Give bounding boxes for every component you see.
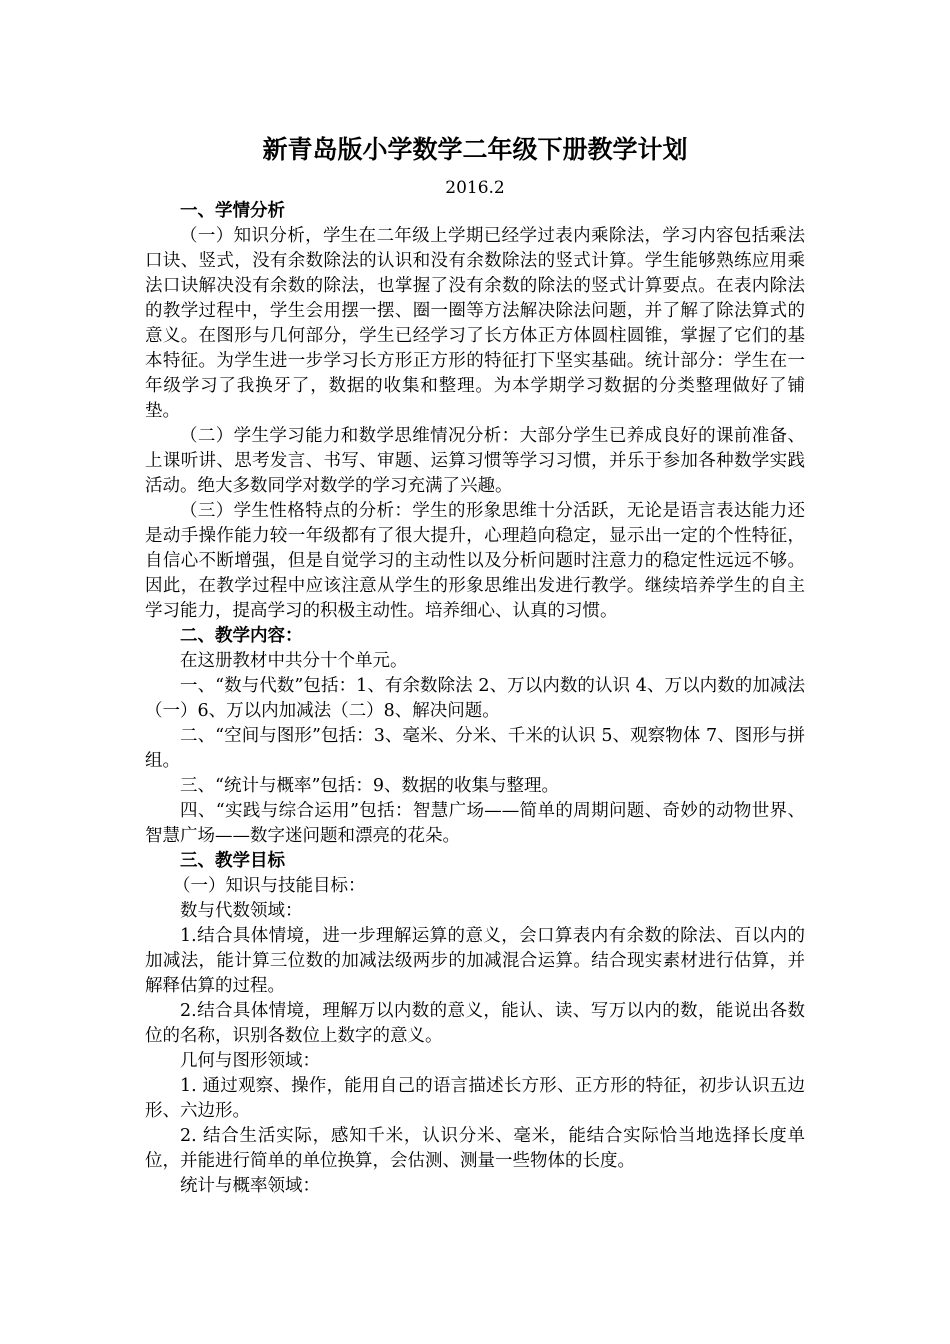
document-title: 新青岛版小学数学二年级下册教学计划 [262, 135, 688, 164]
document-body [145, 199, 805, 1199]
area-label-statistics: 统计与概率领域： [180, 1176, 320, 1196]
paragraph-knowledge-analysis: （一）知识分析，学生在二年级上学期已经学过表内乘除法，学习内容包括乘法口诀、竖式，没有余数除法的认识和没有余数除法的竖式计算。学生能够熟练应用乘法口诀解决没有余数的除法，也掌握了没有余数的除法的竖式计算要点。在表内除法的教学过程中，学生会用摆一摆、圈一圈等方法解决除法问题，并了解了除法算式的意义。在图形与几何部分，学生已经学习了长方体正方体圆柱圆锥，掌握了它们的基本特征。为学生进一步学习长方形正方形的特征打下坚实基础。统计部分：学生在一年级学习了我换牙了，数据的收集和整理。为本学期学习数据的分类整理做好了铺垫。 [145, 226, 805, 421]
paragraph-space-shapes: 二、“空间与图形”包括：3、毫米、分米、千米的认识 5、观察物体 7、图形与拼组。 [145, 726, 805, 771]
area-label-geometry: 几何与图形领域： [180, 1051, 320, 1071]
goal-item-geometry-2: 2. 结合生活实际，感知千米，认识分米、毫米，能结合实际恰当地选择长度单位，并能进行简单的单位换算，会估测、测量一些物体的长度。 [145, 1126, 805, 1171]
goal-item-geometry-1: 1. 通过观察、操作，能用自己的语言描述长方形、正方形的特征，初步认识五边形、六边形。 [145, 1076, 805, 1121]
paragraph-statistics: 三、“统计与概率”包括：9、数据的收集与整理。 [180, 776, 560, 796]
document-date: 2016.2 [445, 178, 505, 198]
subheading-knowledge-skills: （一）知识与技能目标： [173, 876, 366, 896]
paragraph-character-analysis: （三）学生性格特点的分析：学生的形象思维十分活跃，无论是语言表达能力还是动手操作能力较一年级都有了很大提升，心理趋向稳定，显示出一定的个性特征，自信心不断增强，但是自觉学习的主动性以及分析问题时注意力的稳定性远远不够。因此，在教学过程中应该注意从学生的形象思维出发进行教学。继续培养学生的自主学习能力，提高学习的积极主动性。培养细心、认真的习惯。 [145, 501, 805, 621]
paragraph-practice: 四、“实践与综合运用”包括：智慧广场——简单的周期问题、奇妙的动物世界、智慧广场——数字迷问题和漂亮的花朵。 [145, 801, 805, 846]
paragraph-number-algebra: 一、“数与代数”包括：1、有余数除法 2、万以内数的认识 4、万以内数的加减法（一）6、万以内加减法（二）8、解决问题。 [145, 676, 805, 721]
paragraph-ability-analysis: （二）学生学习能力和数学思维情况分析：大部分学生已养成良好的课前准备、上课听讲、思考发言、书写、审题、运算习惯等学习习惯，并乐于参加各种数学实践活动。绝大多数同学对数学的学习充满了兴趣。 [145, 426, 805, 496]
area-label-number-algebra: 数与代数领域： [180, 901, 303, 921]
goal-item-2: 2.结合具体情境，理解万以内数的意义，能认、读、写万以内的数，能说出各数位的名称，识别各数位上数字的意义。 [145, 1001, 805, 1046]
section-heading-teaching-goals: 三、教学目标 [180, 851, 285, 871]
goal-item-1: 1.结合具体情境，进一步理解运算的意义，会口算表内有余数的除法、百以内的加减法，能计算三位数的加减法级两步的加减混合运算。结合现实素材进行估算，并解释估算的过程。 [145, 926, 805, 996]
paragraph-units-overview: 在这册教材中共分十个单元。 [180, 651, 408, 671]
section-heading-situation-analysis: 一、学情分析 [180, 201, 285, 221]
section-heading-teaching-content: 二、教学内容： [180, 626, 303, 646]
